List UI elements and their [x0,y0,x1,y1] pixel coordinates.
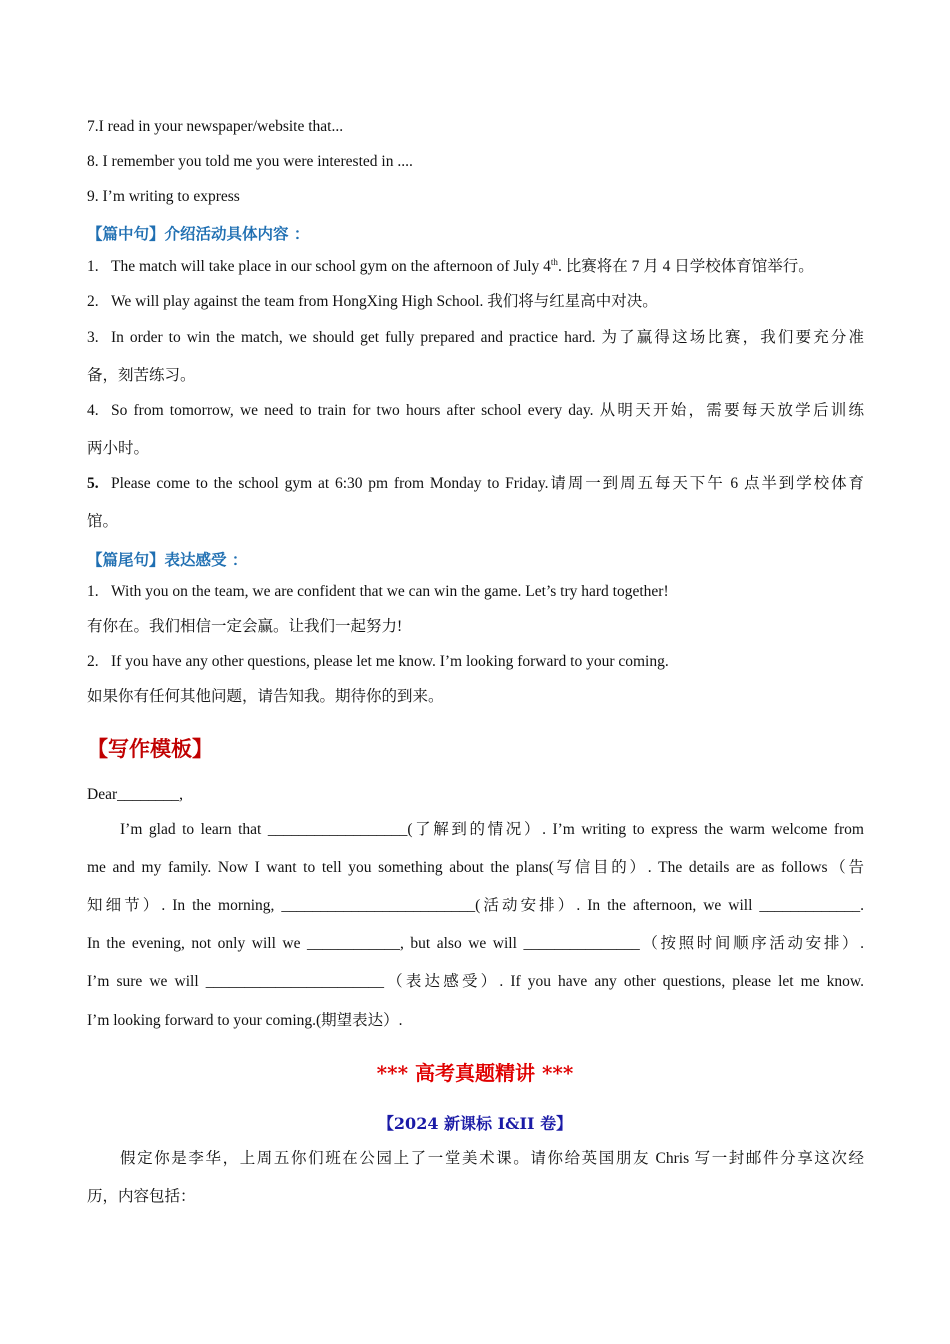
item-text-cont: . 比赛将在 7 月 4 日学校体育馆举行。 [557,258,814,275]
opening-item-8: 8. I remember you told me you were interested in .... [87,153,413,170]
item-text: So from tomorrow, we need to train for two hours after school every day. 从明天开始，需要每天放学后训练 [111,402,864,419]
exam-prompt-line-2: 历，内容包括： [87,1188,196,1205]
middle-item-3 [87,328,864,348]
template-line-1: I’m glad to learn that __________________(了解到的情况）. I’m writing to express the warm welcome from [120,821,864,838]
middle-item-5-cont: 馆。 [87,513,119,530]
template-line-5: I’m sure we will _______________________（表达感受）. If you have any other questions, please let me know. [87,973,864,990]
ending-item-2-translation: 如果你有任何其他问题，请告知我。期待你的到来。 [87,688,444,705]
exam-section-title: *** 高考真题精讲 *** [376,1061,574,1085]
ending-item-1 [87,582,867,602]
ending-item-1-translation: 有你在。我们相信一定会赢。让我们一起努力! [87,618,403,635]
template-line-6: I’m looking forward to your coming.(期望表达）. [87,1012,403,1029]
item-text: The match will take place in our school gym on the afternoon of July 4 [111,258,551,275]
template-salutation: Dear________, [87,786,183,803]
middle-item-4 [87,401,864,421]
item-number: 3. [87,329,99,346]
middle-section-heading: 【篇中句】介绍活动具体内容 ： [87,225,310,243]
item-number: 5. [87,475,99,492]
opening-item-7: 7.I read in your newspaper/website that... [87,118,344,135]
item-text: Please come to the school gym at 6:30 pm from Monday to Friday.请周一到周五每天下午 6 点半到学校体育 [111,475,864,492]
item-text: In order to win the match, we should get fully prepared and practice hard. 为了赢得这场比赛，我们要充分准 [111,329,864,346]
item-text: With you on the team, we are confident that we can win the game. Let’s try hard together! [111,583,669,600]
exam-subtitle: 【2024 新课标 I&II 卷】 [377,1114,573,1133]
middle-item-5 [87,474,864,494]
template-heading: 【写作模板】 [87,737,213,761]
middle-item-3-cont: 备，刻苦练习。 [87,367,196,384]
item-text: If you have any other questions, please let me know. I’m looking forward to your coming. [111,653,669,670]
item-text: We will play against the team from HongXing High School. 我们将与红星高中对决。 [111,293,658,310]
template-line-3: 知细节）. In the morning, _________________________(活动安排）. In the afternoon, we will _____________. [87,897,864,914]
opening-item-9: 9. I’m writing to express [87,188,240,205]
ending-item-2 [87,652,867,672]
template-line-4: In the evening, not only will we ____________, but also we will _______________（按照时间顺序活动安排）. [87,935,864,952]
item-number: 2. [87,653,99,670]
ending-section-heading: 【篇尾句】表达感受 ： [87,551,248,569]
ordinal-suffix: th [550,256,558,267]
item-number: 1. [87,258,99,275]
template-line-2: me and my family. Now I want to tell you something about the plans(写信目的）. The details are as follows（告 [87,859,864,876]
exam-prompt-line-1: 假定你是李华，上周五你们班在公园上了一堂美术课。请你给英国朋友 Chris 写一封邮件分享这次经 [120,1150,864,1167]
middle-item-2 [87,292,867,312]
item-number: 2. [87,293,99,310]
middle-item-4-cont: 两小时。 [87,440,150,457]
item-number: 1. [87,583,99,600]
middle-item-1 [87,257,867,277]
item-number: 4. [87,402,99,419]
